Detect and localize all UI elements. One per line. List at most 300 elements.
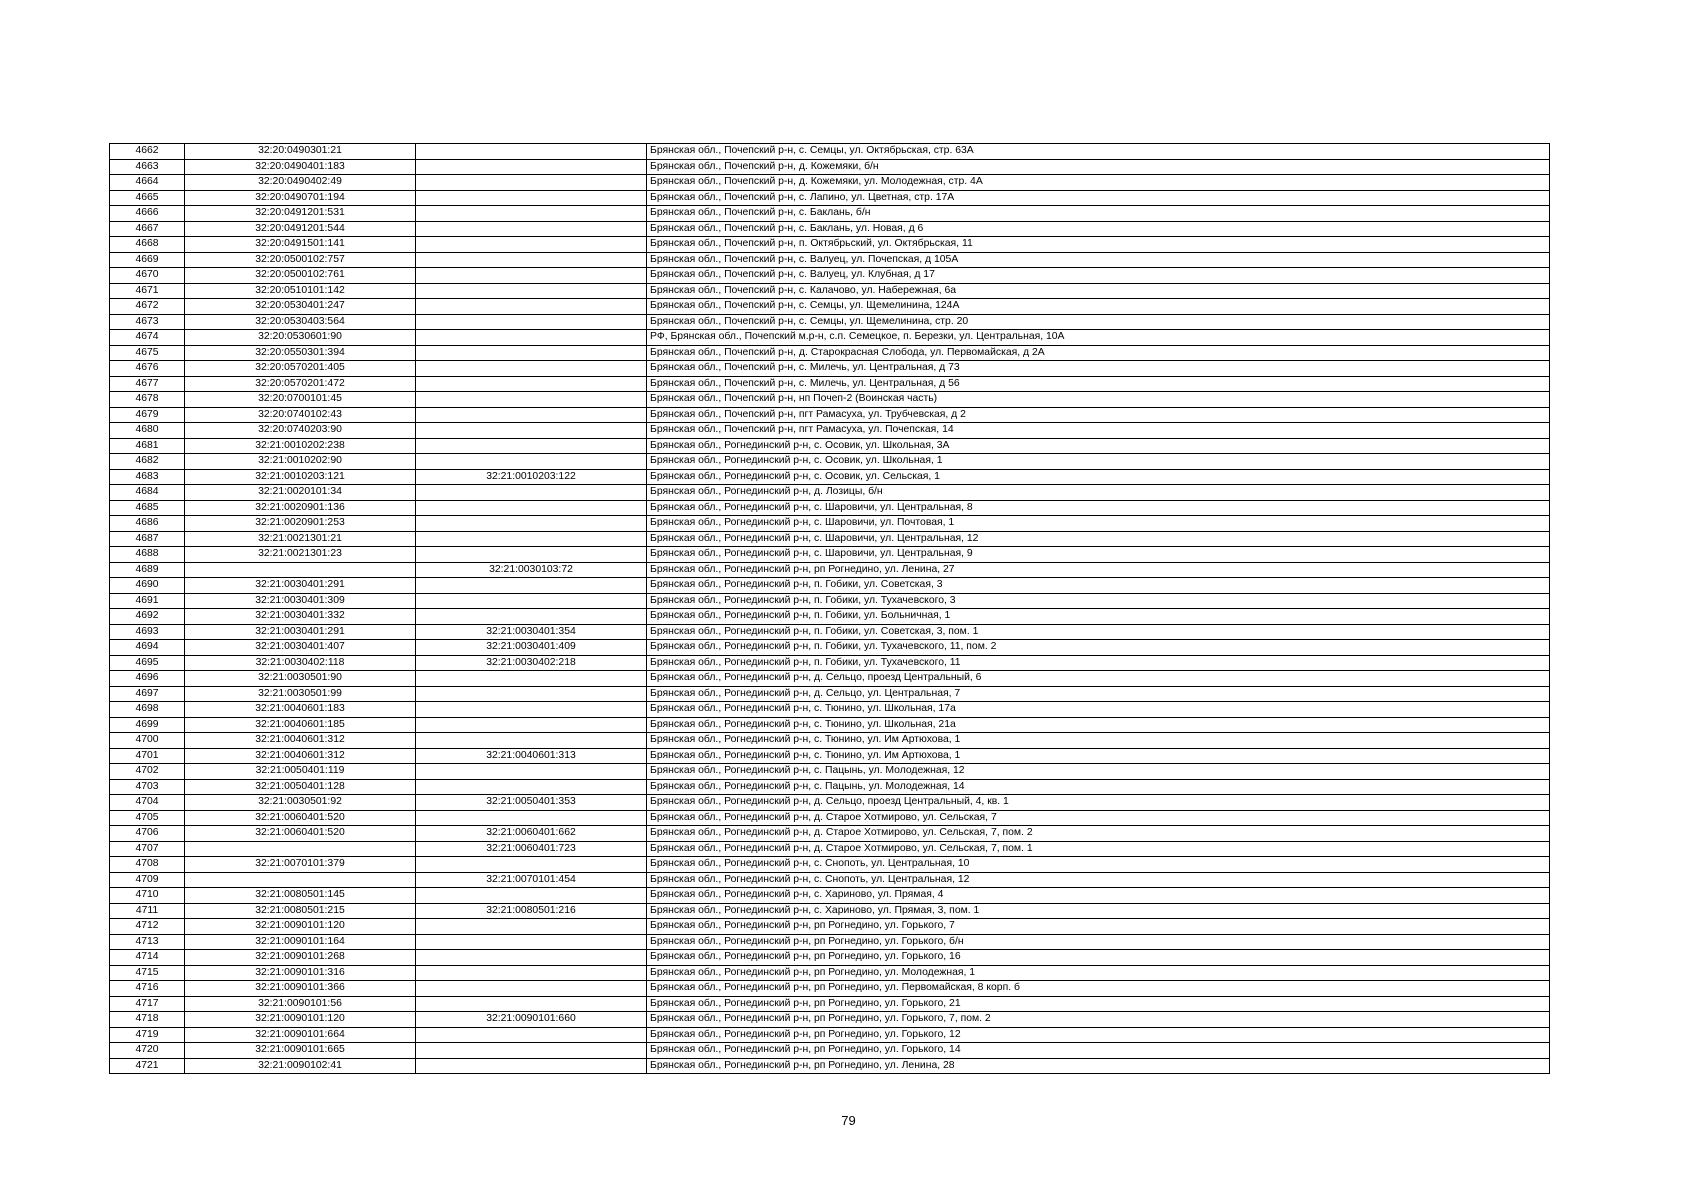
cadastral-number-cell: 32:21:0021301:21 — [185, 531, 416, 547]
row-number-cell: 4707 — [110, 841, 185, 857]
address-cell: Брянская обл., Рогнединский р-н, рп Рогнедино, ул. Горького, 12 — [647, 1027, 1550, 1043]
table-row — [110, 159, 1550, 175]
table-row — [110, 686, 1550, 702]
table-row — [110, 888, 1550, 904]
cadastral-number-cell: 32:20:0490401:183 — [185, 159, 416, 175]
address-cell: Брянская обл., Почепский р-н, с. Семцы, ул. Октябрьская, стр. 63А — [647, 144, 1550, 160]
address-cell: Брянская обл., Рогнединский р-н, с. Тюнино, ул. Школьная, 17а — [647, 702, 1550, 718]
row-number-cell: 4665 — [110, 190, 185, 206]
address-cell: Брянская обл., Рогнединский р-н, с. Снопоть, ул. Центральная, 12 — [647, 872, 1550, 888]
row-number-cell: 4692 — [110, 609, 185, 625]
related-cadastral-number-cell — [416, 950, 647, 966]
table-row — [110, 671, 1550, 687]
related-cadastral-number-cell: 32:21:0030103:72 — [416, 562, 647, 578]
related-cadastral-number-cell — [416, 330, 647, 346]
table-row — [110, 593, 1550, 609]
row-number-cell: 4708 — [110, 857, 185, 873]
table-row — [110, 795, 1550, 811]
row-number-cell: 4715 — [110, 965, 185, 981]
row-number-cell: 4690 — [110, 578, 185, 594]
table-row — [110, 950, 1550, 966]
table-row — [110, 609, 1550, 625]
row-number-cell: 4677 — [110, 376, 185, 392]
cadastral-number-cell: 32:21:0090101:268 — [185, 950, 416, 966]
cadastral-number-cell: 32:21:0020101:34 — [185, 485, 416, 501]
cadastral-number-cell — [185, 872, 416, 888]
row-number-cell: 4681 — [110, 438, 185, 454]
table-row — [110, 857, 1550, 873]
cadastral-number-cell: 32:21:0030401:309 — [185, 593, 416, 609]
table-row — [110, 190, 1550, 206]
cadastral-number-cell — [185, 841, 416, 857]
related-cadastral-number-cell — [416, 609, 647, 625]
address-cell: Брянская обл., Рогнединский р-н, рп Рогнедино, ул. Горького, 14 — [647, 1043, 1550, 1059]
related-cadastral-number-cell — [416, 593, 647, 609]
related-cadastral-number-cell — [416, 144, 647, 160]
table-row — [110, 562, 1550, 578]
row-number-cell: 4720 — [110, 1043, 185, 1059]
cadastral-number-cell: 32:21:0070101:379 — [185, 857, 416, 873]
table-row — [110, 1027, 1550, 1043]
table-row — [110, 1012, 1550, 1028]
address-cell: Брянская обл., Почепский р-н, п. Октябрьский, ул. Октябрьская, 11 — [647, 237, 1550, 253]
related-cadastral-number-cell — [416, 252, 647, 268]
table-row — [110, 500, 1550, 516]
table-row — [110, 764, 1550, 780]
address-cell: Брянская обл., Почепский р-н, пгт Рамасуха, ул. Трубчевская, д 2 — [647, 407, 1550, 423]
table-row — [110, 144, 1550, 160]
address-cell: Брянская обл., Рогнединский р-н, с. Осовик, ул. Сельская, 1 — [647, 469, 1550, 485]
table-row — [110, 283, 1550, 299]
address-cell: Брянская обл., Рогнединский р-н, с. Пацынь, ул. Молодежная, 14 — [647, 779, 1550, 795]
row-number-cell: 4672 — [110, 299, 185, 315]
address-cell: Брянская обл., Почепский р-н, пгт Рамасуха, ул. Почепская, 14 — [647, 423, 1550, 439]
address-cell: Брянская обл., Рогнединский р-н, п. Гобики, ул. Тухачевского, 3 — [647, 593, 1550, 609]
related-cadastral-number-cell — [416, 159, 647, 175]
table-row — [110, 996, 1550, 1012]
table-row — [110, 934, 1550, 950]
cadastral-number-cell: 32:21:0080501:215 — [185, 903, 416, 919]
row-number-cell: 4684 — [110, 485, 185, 501]
registry-table-body — [110, 144, 1550, 1074]
related-cadastral-number-cell — [416, 934, 647, 950]
cadastral-number-cell: 32:21:0090102:41 — [185, 1058, 416, 1074]
cadastral-number-cell: 32:21:0030401:407 — [185, 640, 416, 656]
related-cadastral-number-cell — [416, 190, 647, 206]
address-cell: Брянская обл., Почепский р-н, с. Лапино, ул. Цветная, стр. 17А — [647, 190, 1550, 206]
address-cell: Брянская обл., Рогнединский р-н, д. Сельцо, ул. Центральная, 7 — [647, 686, 1550, 702]
cadastral-number-cell: 32:21:0010203:121 — [185, 469, 416, 485]
related-cadastral-number-cell — [416, 438, 647, 454]
address-cell: Брянская обл., Почепский р-н, с. Баклань, ул. Новая, д 6 — [647, 221, 1550, 237]
row-number-cell: 4687 — [110, 531, 185, 547]
related-cadastral-number-cell — [416, 237, 647, 253]
row-number-cell: 4696 — [110, 671, 185, 687]
address-cell: Брянская обл., Рогнединский р-н, с. Шаровичи, ул. Центральная, 9 — [647, 547, 1550, 563]
table-row — [110, 965, 1550, 981]
cadastral-number-cell — [185, 562, 416, 578]
cadastral-number-cell: 32:21:0040601:183 — [185, 702, 416, 718]
cadastral-number-cell: 32:21:0060401:520 — [185, 810, 416, 826]
cadastral-number-cell: 32:20:0490301:21 — [185, 144, 416, 160]
related-cadastral-number-cell — [416, 376, 647, 392]
related-cadastral-number-cell — [416, 206, 647, 222]
related-cadastral-number-cell — [416, 485, 647, 501]
related-cadastral-number-cell — [416, 1027, 647, 1043]
related-cadastral-number-cell: 32:21:0060401:723 — [416, 841, 647, 857]
table-row — [110, 392, 1550, 408]
row-number-cell: 4703 — [110, 779, 185, 795]
related-cadastral-number-cell — [416, 702, 647, 718]
table-row — [110, 516, 1550, 532]
related-cadastral-number-cell — [416, 810, 647, 826]
address-cell: Брянская обл., Рогнединский р-н, с. Тюнино, ул. Им Артюхова, 1 — [647, 733, 1550, 749]
related-cadastral-number-cell: 32:21:0040601:313 — [416, 748, 647, 764]
page-number: 79 — [841, 1113, 856, 1128]
row-number-cell: 4697 — [110, 686, 185, 702]
address-cell: Брянская обл., Почепский р-н, с. Баклань, б/н — [647, 206, 1550, 222]
table-row — [110, 748, 1550, 764]
cadastral-number-cell: 32:20:0740102:43 — [185, 407, 416, 423]
related-cadastral-number-cell — [416, 1043, 647, 1059]
address-cell: Брянская обл., Рогнединский р-н, д. Старое Хотмирово, ул. Сельская, 7, пом. 1 — [647, 841, 1550, 857]
related-cadastral-number-cell: 32:21:0010203:122 — [416, 469, 647, 485]
cadastral-number-cell: 32:21:0010202:90 — [185, 454, 416, 470]
related-cadastral-number-cell — [416, 407, 647, 423]
cadastral-number-cell: 32:21:0080501:145 — [185, 888, 416, 904]
related-cadastral-number-cell: 32:21:0030401:409 — [416, 640, 647, 656]
cadastral-number-cell: 32:20:0490701:194 — [185, 190, 416, 206]
address-cell: Брянская обл., Рогнединский р-н, рп Рогнедино, ул. Горького, 7, пом. 2 — [647, 1012, 1550, 1028]
row-number-cell: 4685 — [110, 500, 185, 516]
cadastral-number-cell: 32:20:0491501:141 — [185, 237, 416, 253]
row-number-cell: 4679 — [110, 407, 185, 423]
related-cadastral-number-cell — [416, 717, 647, 733]
related-cadastral-number-cell — [416, 221, 647, 237]
row-number-cell: 4704 — [110, 795, 185, 811]
address-cell: Брянская обл., Рогнединский р-н, д. Сельцо, проезд Центральный, 6 — [647, 671, 1550, 687]
row-number-cell: 4699 — [110, 717, 185, 733]
table-row — [110, 237, 1550, 253]
table-row — [110, 299, 1550, 315]
address-cell: Брянская обл., Рогнединский р-н, рп Рогнедино, ул. Ленина, 28 — [647, 1058, 1550, 1074]
cadastral-number-cell: 32:20:0550301:394 — [185, 345, 416, 361]
related-cadastral-number-cell: 32:21:0090101:660 — [416, 1012, 647, 1028]
table-row — [110, 376, 1550, 392]
cadastral-number-cell: 32:21:0030501:92 — [185, 795, 416, 811]
address-cell: Брянская обл., Почепский р-н, с. Милечь, ул. Центральная, д 73 — [647, 361, 1550, 377]
row-number-cell: 4717 — [110, 996, 185, 1012]
row-number-cell: 4688 — [110, 547, 185, 563]
cadastral-number-cell: 32:21:0030401:291 — [185, 624, 416, 640]
related-cadastral-number-cell — [416, 283, 647, 299]
table-row — [110, 1058, 1550, 1074]
row-number-cell: 4700 — [110, 733, 185, 749]
related-cadastral-number-cell — [416, 965, 647, 981]
cadastral-number-cell: 32:21:0040601:312 — [185, 733, 416, 749]
related-cadastral-number-cell: 32:21:0060401:662 — [416, 826, 647, 842]
cadastral-number-cell: 32:20:0530403:564 — [185, 314, 416, 330]
row-number-cell: 4682 — [110, 454, 185, 470]
address-cell: Брянская обл., Рогнединский р-н, п. Гобики, ул. Советская, 3, пом. 1 — [647, 624, 1550, 640]
cadastral-number-cell: 32:21:0030402:118 — [185, 655, 416, 671]
table-row — [110, 361, 1550, 377]
cadastral-number-cell: 32:21:0030401:291 — [185, 578, 416, 594]
address-cell: Брянская обл., Рогнединский р-н, с. Тюнино, ул. Им Артюхова, 1 — [647, 748, 1550, 764]
table-row — [110, 841, 1550, 857]
cadastral-number-cell: 32:20:0530401:247 — [185, 299, 416, 315]
related-cadastral-number-cell — [416, 314, 647, 330]
address-cell: Брянская обл., Рогнединский р-н, с. Осовик, ул. Школьная, 1 — [647, 454, 1550, 470]
row-number-cell: 4686 — [110, 516, 185, 532]
table-row — [110, 531, 1550, 547]
registry-table — [109, 143, 1550, 1074]
cadastral-number-cell: 32:20:0700101:45 — [185, 392, 416, 408]
related-cadastral-number-cell — [416, 392, 647, 408]
related-cadastral-number-cell: 32:21:0050401:353 — [416, 795, 647, 811]
address-cell: Брянская обл., Почепский р-н, нп Почеп-2 (Воинская часть) — [647, 392, 1550, 408]
row-number-cell: 4713 — [110, 934, 185, 950]
row-number-cell: 4670 — [110, 268, 185, 284]
table-row — [110, 314, 1550, 330]
row-number-cell: 4709 — [110, 872, 185, 888]
table-row — [110, 779, 1550, 795]
row-number-cell: 4718 — [110, 1012, 185, 1028]
row-number-cell: 4693 — [110, 624, 185, 640]
cadastral-number-cell: 32:20:0500102:757 — [185, 252, 416, 268]
cadastral-number-cell: 32:20:0490402:49 — [185, 175, 416, 191]
row-number-cell: 4716 — [110, 981, 185, 997]
row-number-cell: 4673 — [110, 314, 185, 330]
related-cadastral-number-cell — [416, 268, 647, 284]
related-cadastral-number-cell — [416, 1058, 647, 1074]
related-cadastral-number-cell — [416, 345, 647, 361]
cadastral-number-cell: 32:21:0020901:253 — [185, 516, 416, 532]
cadastral-number-cell: 32:21:0030501:99 — [185, 686, 416, 702]
cadastral-number-cell: 32:21:0090101:366 — [185, 981, 416, 997]
address-cell: Брянская обл., Почепский р-н, с. Калачово, ул. Набережная, 6а — [647, 283, 1550, 299]
address-cell: Брянская обл., Рогнединский р-н, п. Гобики, ул. Тухачевского, 11 — [647, 655, 1550, 671]
row-number-cell: 4694 — [110, 640, 185, 656]
address-cell: Брянская обл., Почепский р-н, с. Валуец, ул. Почепская, д 105А — [647, 252, 1550, 268]
row-number-cell: 4666 — [110, 206, 185, 222]
cadastral-number-cell: 32:20:0491201:544 — [185, 221, 416, 237]
address-cell: Брянская обл., Рогнединский р-н, рп Рогнедино, ул. Молодежная, 1 — [647, 965, 1550, 981]
cadastral-number-cell: 32:20:0500102:761 — [185, 268, 416, 284]
cadastral-number-cell: 32:21:0090101:664 — [185, 1027, 416, 1043]
row-number-cell: 4702 — [110, 764, 185, 780]
address-cell: Брянская обл., Рогнединский р-н, с. Шаровичи, ул. Центральная, 12 — [647, 531, 1550, 547]
related-cadastral-number-cell — [416, 423, 647, 439]
table-row — [110, 469, 1550, 485]
related-cadastral-number-cell — [416, 361, 647, 377]
table-row — [110, 733, 1550, 749]
table-row — [110, 919, 1550, 935]
related-cadastral-number-cell — [416, 578, 647, 594]
row-number-cell: 4701 — [110, 748, 185, 764]
row-number-cell: 4664 — [110, 175, 185, 191]
related-cadastral-number-cell — [416, 500, 647, 516]
table-row — [110, 903, 1550, 919]
address-cell: Брянская обл., Почепский р-н, д. Старокрасная Слобода, ул. Первомайская, д 2А — [647, 345, 1550, 361]
address-cell: Брянская обл., Рогнединский р-н, д. Сельцо, проезд Центральный, 4, кв. 1 — [647, 795, 1550, 811]
row-number-cell: 4691 — [110, 593, 185, 609]
row-number-cell: 4714 — [110, 950, 185, 966]
related-cadastral-number-cell — [416, 299, 647, 315]
row-number-cell: 4676 — [110, 361, 185, 377]
table-row — [110, 438, 1550, 454]
cadastral-number-cell: 32:20:0740203:90 — [185, 423, 416, 439]
cadastral-number-cell: 32:21:0010202:238 — [185, 438, 416, 454]
address-cell: Брянская обл., Рогнединский р-н, с. Осовик, ул. Школьная, 3А — [647, 438, 1550, 454]
cadastral-number-cell: 32:20:0530601:90 — [185, 330, 416, 346]
address-cell: Брянская обл., Почепский р-н, д. Кожемяки, б/н — [647, 159, 1550, 175]
table-row — [110, 252, 1550, 268]
row-number-cell: 4706 — [110, 826, 185, 842]
address-cell: Брянская обл., Почепский р-н, с. Валуец, ул. Клубная, д 17 — [647, 268, 1550, 284]
cadastral-number-cell: 32:21:0060401:520 — [185, 826, 416, 842]
table-row — [110, 268, 1550, 284]
table-row — [110, 454, 1550, 470]
related-cadastral-number-cell — [416, 981, 647, 997]
cadastral-number-cell: 32:21:0020901:136 — [185, 500, 416, 516]
related-cadastral-number-cell — [416, 454, 647, 470]
cadastral-number-cell: 32:21:0021301:23 — [185, 547, 416, 563]
row-number-cell: 4698 — [110, 702, 185, 718]
cadastral-number-cell: 32:21:0090101:120 — [185, 1012, 416, 1028]
table-row — [110, 423, 1550, 439]
row-number-cell: 4680 — [110, 423, 185, 439]
table-row — [110, 330, 1550, 346]
cadastral-number-cell: 32:21:0090101:316 — [185, 965, 416, 981]
cadastral-number-cell: 32:20:0570201:472 — [185, 376, 416, 392]
address-cell: Брянская обл., Рогнединский р-н, с. Шаровичи, ул. Центральная, 8 — [647, 500, 1550, 516]
row-number-cell: 4705 — [110, 810, 185, 826]
related-cadastral-number-cell — [416, 516, 647, 532]
row-number-cell: 4675 — [110, 345, 185, 361]
related-cadastral-number-cell — [416, 888, 647, 904]
related-cadastral-number-cell: 32:21:0080501:216 — [416, 903, 647, 919]
row-number-cell: 4669 — [110, 252, 185, 268]
table-row — [110, 1043, 1550, 1059]
address-cell: Брянская обл., Рогнединский р-н, п. Гобики, ул. Советская, 3 — [647, 578, 1550, 594]
address-cell: Брянская обл., Рогнединский р-н, рп Рогнедино, ул. Горького, 21 — [647, 996, 1550, 1012]
row-number-cell: 4719 — [110, 1027, 185, 1043]
related-cadastral-number-cell — [416, 779, 647, 795]
table-row — [110, 702, 1550, 718]
table-row — [110, 345, 1550, 361]
cadastral-number-cell: 32:21:0030401:332 — [185, 609, 416, 625]
table-row — [110, 175, 1550, 191]
cadastral-number-cell: 32:20:0510101:142 — [185, 283, 416, 299]
address-cell: Брянская обл., Рогнединский р-н, с. Тюнино, ул. Школьная, 21а — [647, 717, 1550, 733]
related-cadastral-number-cell — [416, 531, 647, 547]
table-row — [110, 717, 1550, 733]
address-cell: Брянская обл., Почепский р-н, с. Милечь, ул. Центральная, д 56 — [647, 376, 1550, 392]
cadastral-number-cell: 32:21:0090101:164 — [185, 934, 416, 950]
row-number-cell: 4683 — [110, 469, 185, 485]
address-cell: Брянская обл., Рогнединский р-н, с. Шаровичи, ул. Почтовая, 1 — [647, 516, 1550, 532]
cadastral-number-cell: 32:21:0040601:312 — [185, 748, 416, 764]
table-row — [110, 547, 1550, 563]
table-row — [110, 872, 1550, 888]
related-cadastral-number-cell — [416, 547, 647, 563]
related-cadastral-number-cell — [416, 175, 647, 191]
address-cell: Брянская обл., Рогнединский р-н, рп Рогнедино, ул. Первомайская, 8 корп. б — [647, 981, 1550, 997]
table-row — [110, 655, 1550, 671]
related-cadastral-number-cell: 32:21:0030401:354 — [416, 624, 647, 640]
row-number-cell: 4663 — [110, 159, 185, 175]
cadastral-number-cell: 32:21:0050401:128 — [185, 779, 416, 795]
cadastral-number-cell: 32:21:0030501:90 — [185, 671, 416, 687]
table-row — [110, 578, 1550, 594]
table-row — [110, 206, 1550, 222]
table-row — [110, 485, 1550, 501]
cadastral-number-cell: 32:21:0040601:185 — [185, 717, 416, 733]
address-cell: Брянская обл., Рогнединский р-н, д. Старое Хотмирово, ул. Сельская, 7, пом. 2 — [647, 826, 1550, 842]
cadastral-number-cell: 32:20:0491201:531 — [185, 206, 416, 222]
address-cell: РФ, Брянская обл., Почепский м.р-н, с.п. Семецкое, п. Березки, ул. Центральная, 10А — [647, 330, 1550, 346]
cadastral-number-cell: 32:21:0090101:665 — [185, 1043, 416, 1059]
row-number-cell: 4678 — [110, 392, 185, 408]
address-cell: Брянская обл., Рогнединский р-н, с. Снопоть, ул. Центральная, 10 — [647, 857, 1550, 873]
related-cadastral-number-cell: 32:21:0070101:454 — [416, 872, 647, 888]
related-cadastral-number-cell — [416, 671, 647, 687]
table-row — [110, 221, 1550, 237]
address-cell: Брянская обл., Почепский р-н, с. Семцы, ул. Щемелинина, 124А — [647, 299, 1550, 315]
address-cell: Брянская обл., Почепский р-н, с. Семцы, ул. Щемелинина, стр. 20 — [647, 314, 1550, 330]
related-cadastral-number-cell — [416, 857, 647, 873]
row-number-cell: 4667 — [110, 221, 185, 237]
address-cell: Брянская обл., Рогнединский р-н, д. Старое Хотмирово, ул. Сельская, 7 — [647, 810, 1550, 826]
table-row — [110, 624, 1550, 640]
related-cadastral-number-cell — [416, 919, 647, 935]
row-number-cell: 4695 — [110, 655, 185, 671]
cadastral-number-cell: 32:21:0050401:119 — [185, 764, 416, 780]
address-cell: Брянская обл., Рогнединский р-н, с. Пацынь, ул. Молодежная, 12 — [647, 764, 1550, 780]
address-cell: Брянская обл., Рогнединский р-н, п. Гобики, ул. Тухачевского, 11, пом. 2 — [647, 640, 1550, 656]
address-cell: Брянская обл., Почепский р-н, д. Кожемяки, ул. Молодежная, стр. 4А — [647, 175, 1550, 191]
cadastral-number-cell: 32:21:0090101:56 — [185, 996, 416, 1012]
address-cell: Брянская обл., Рогнединский р-н, с. Хариново, ул. Прямая, 3, пом. 1 — [647, 903, 1550, 919]
address-cell: Брянская обл., Рогнединский р-н, рп Рогнедино, ул. Ленина, 27 — [647, 562, 1550, 578]
row-number-cell: 4674 — [110, 330, 185, 346]
address-cell: Брянская обл., Рогнединский р-н, п. Гобики, ул. Больничная, 1 — [647, 609, 1550, 625]
related-cadastral-number-cell — [416, 996, 647, 1012]
table-row — [110, 640, 1550, 656]
row-number-cell: 4712 — [110, 919, 185, 935]
row-number-cell: 4662 — [110, 144, 185, 160]
row-number-cell: 4711 — [110, 903, 185, 919]
row-number-cell: 4671 — [110, 283, 185, 299]
address-cell: Брянская обл., Рогнединский р-н, с. Хариново, ул. Прямая, 4 — [647, 888, 1550, 904]
related-cadastral-number-cell — [416, 686, 647, 702]
cadastral-number-cell: 32:21:0090101:120 — [185, 919, 416, 935]
address-cell: Брянская обл., Рогнединский р-н, рп Рогнедино, ул. Горького, 16 — [647, 950, 1550, 966]
related-cadastral-number-cell — [416, 764, 647, 780]
row-number-cell: 4668 — [110, 237, 185, 253]
cadastral-number-cell: 32:20:0570201:405 — [185, 361, 416, 377]
table-row — [110, 981, 1550, 997]
address-cell: Брянская обл., Рогнединский р-н, д. Лозицы, б/н — [647, 485, 1550, 501]
table-row — [110, 826, 1550, 842]
address-cell: Брянская обл., Рогнединский р-н, рп Рогнедино, ул. Горького, 7 — [647, 919, 1550, 935]
table-row — [110, 810, 1550, 826]
row-number-cell: 4710 — [110, 888, 185, 904]
table-row — [110, 407, 1550, 423]
related-cadastral-number-cell: 32:21:0030402:218 — [416, 655, 647, 671]
related-cadastral-number-cell — [416, 733, 647, 749]
